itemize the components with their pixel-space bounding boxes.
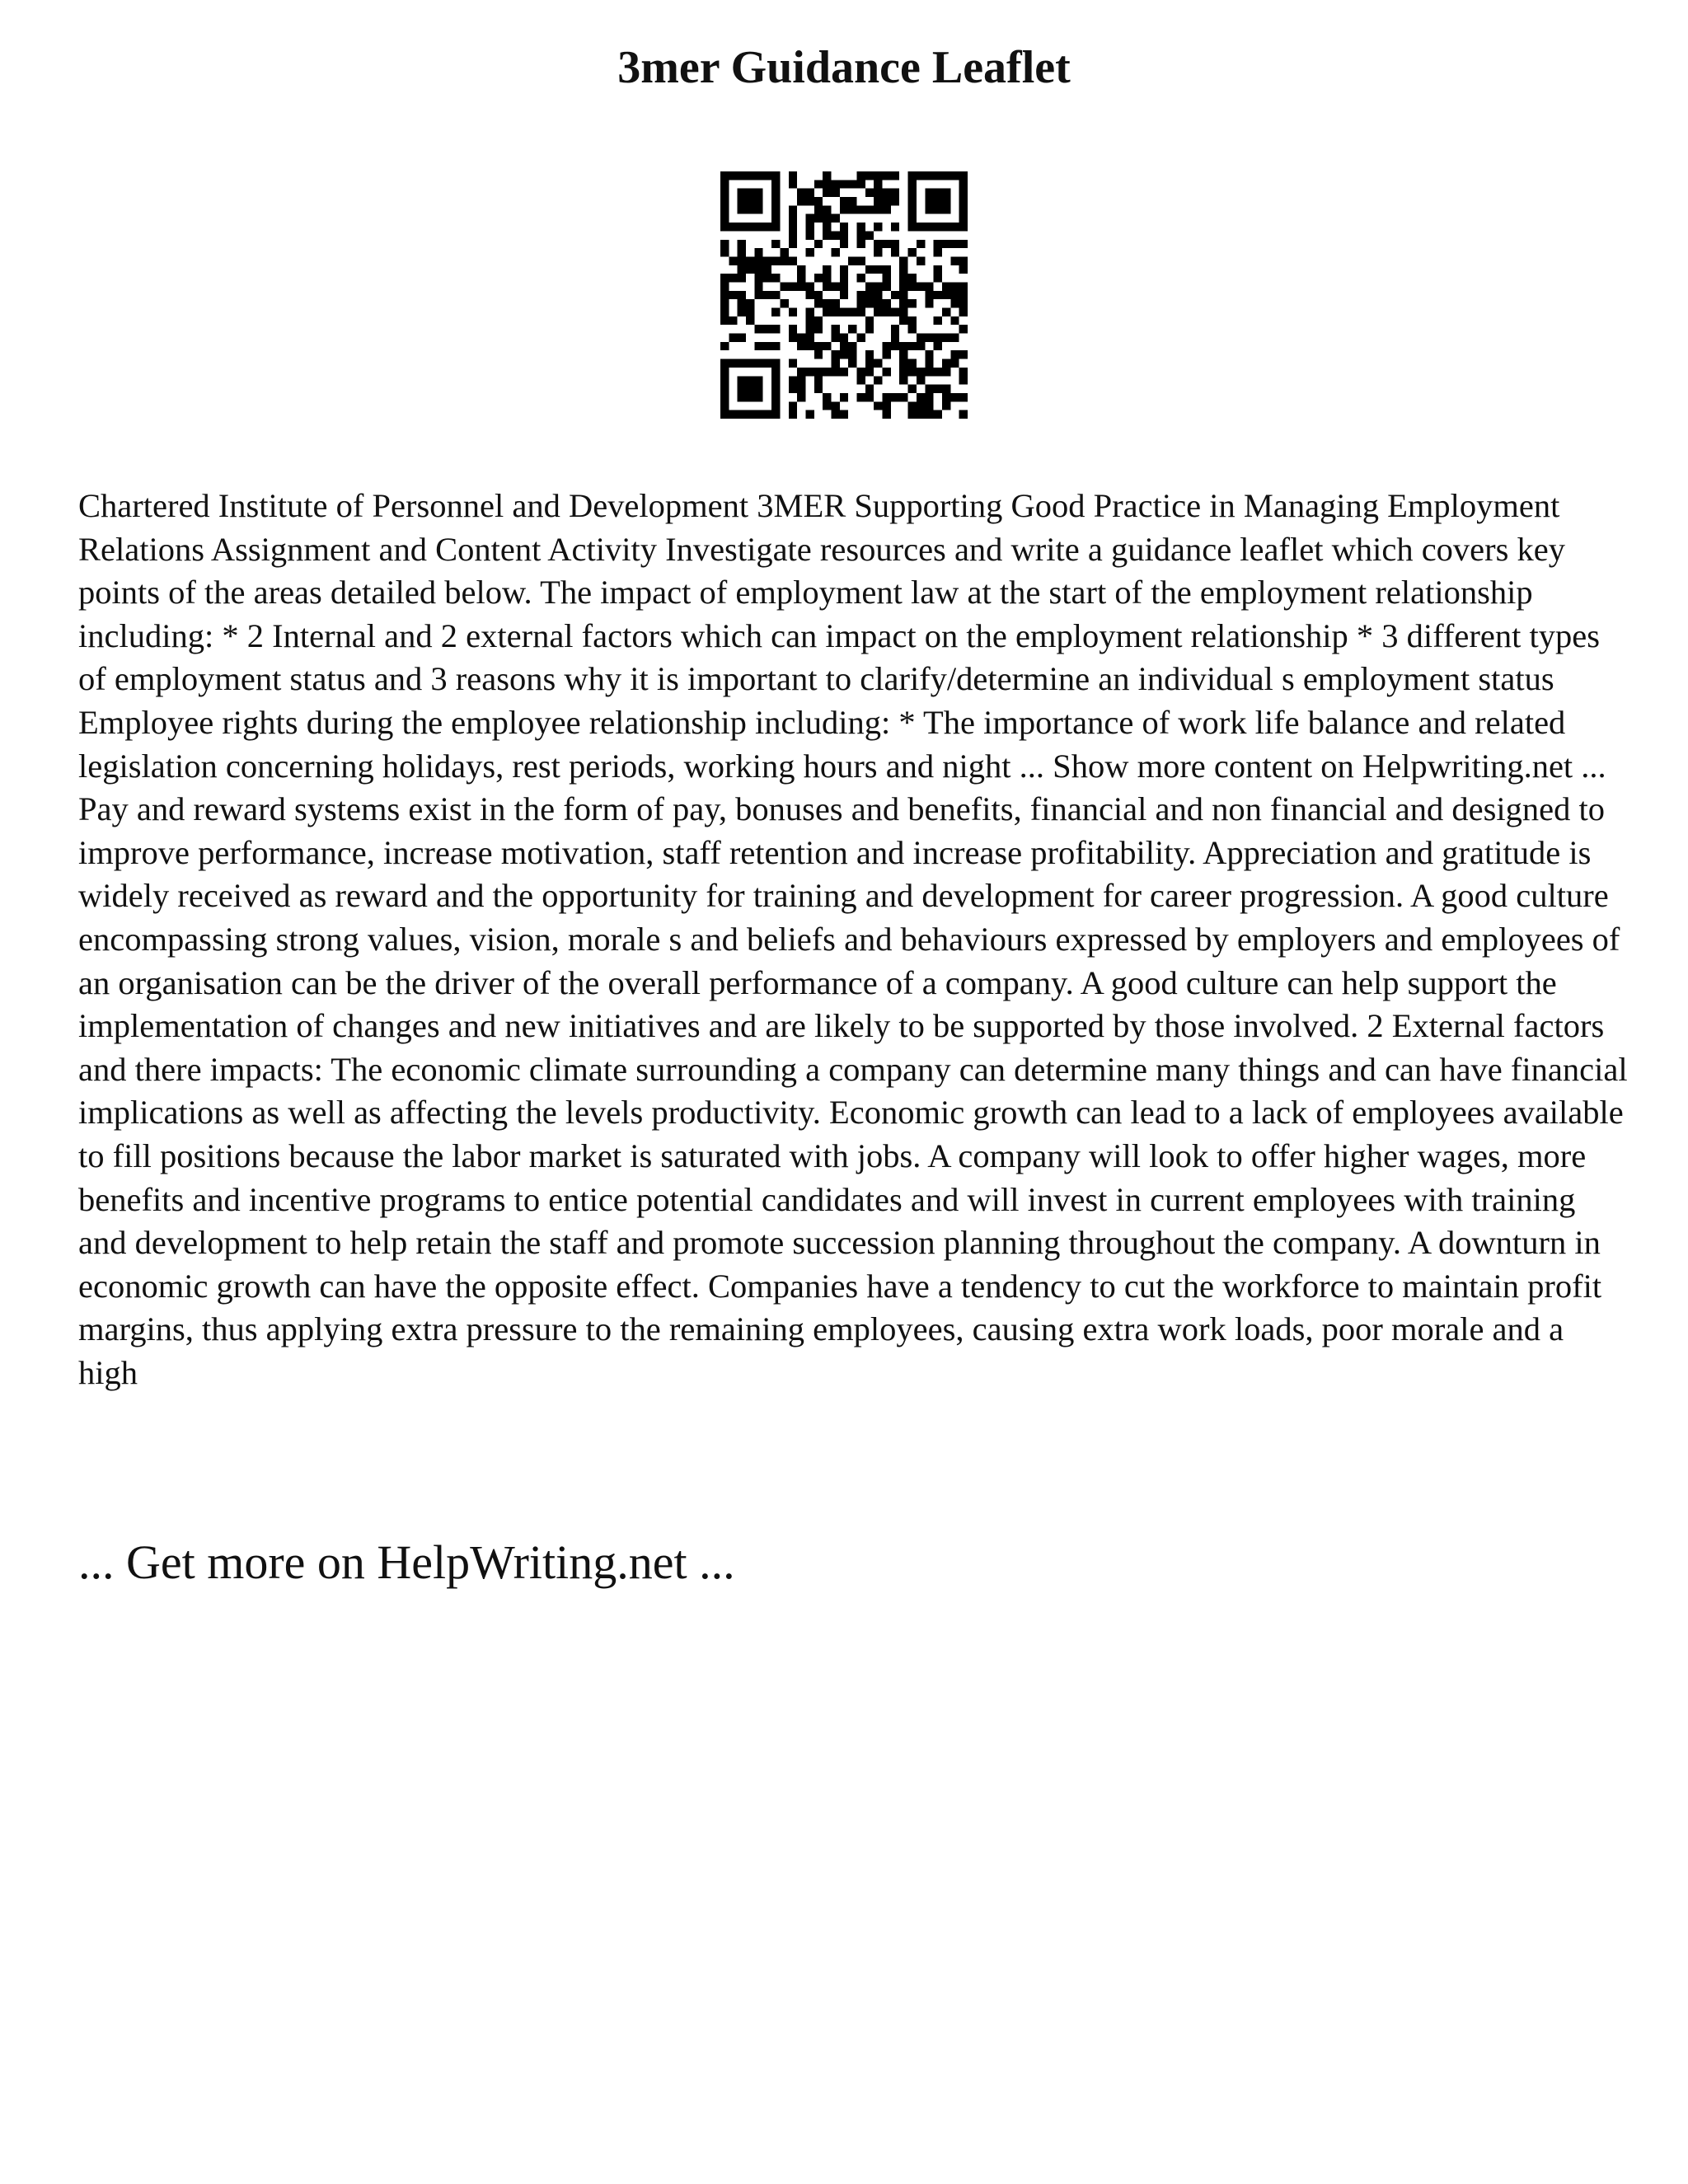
qr-code-graphic xyxy=(720,171,968,419)
document-body xyxy=(78,485,1628,1394)
page-title: 3mer Guidance Leaflet xyxy=(617,42,1071,93)
intro-paragraph: Chartered Institute of Personnel and Development 3MER Supporting Good Practice in Managing Employment Relations Assignment and Content Activity Investigate resources and write a guidance leaflet which covers key points of the areas detailed below. The impact of employment law at the start of the employment relationship including: * 2 Internal and 2 external factors which can impact on the employment relationship * 3 different types of employment status and 3 reasons why it is important to clarify/determine an individual s employment status Employee rights during the employee relationship including: * The importance of work life balance and related legislation concerning holidays, rest periods, working hours and night ... Show more content on Helpwriting.net ... xyxy=(78,487,1606,785)
qr-code-icon xyxy=(720,171,968,419)
get-more-link[interactable]: ... Get more on HelpWriting.net ... xyxy=(78,1535,735,1589)
body-paragraph: Pay and reward systems exist in the form of pay, bonuses and benefits, financial and non financial and designed to improve performance, increase motivation, staff retention and increase profitability. Appreciation and gratitude is widely received as reward and the opportunity for training and development for career progression. A good culture encompassing strong values, vision, morale s and beliefs and behaviours expressed by employers and employees of an organisation can be the driver of the overall performance of a company. A good culture can help support the implementation of changes and new initiatives and are likely to be supported by those involved. 2 External factors and there impacts: The economic climate surrounding a company can determine many things and can have financial implications as well as affecting the levels productivity. Economic growth can lead to a lack of employees available to fill positions because the labor market is saturated with jobs. A company will look to offer higher wages, more benefits and incentive programs to entice potential candidates and will invest in current employees with training and development to help retain the staff and promote succession planning throughout the company. A downturn in economic growth can have the opposite effect. Companies have a tendency to cut the workforce to maintain profit margins, thus applying extra pressure to the remaining employees, causing extra work loads, poor morale and a high xyxy=(78,790,1628,1391)
